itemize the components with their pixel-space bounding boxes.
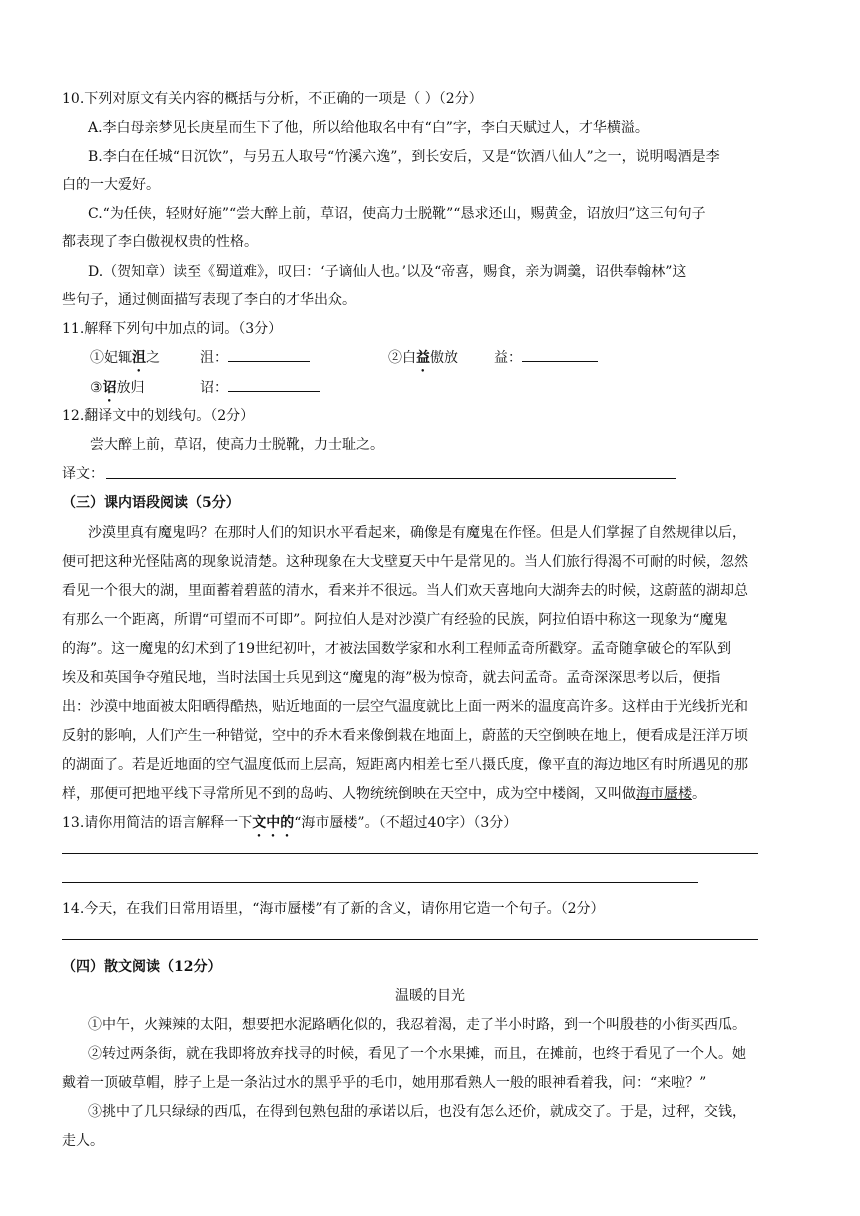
q10-option-c-line1: C.“为任侠，轻财好施”“尝大醉上前，草诏，使高力士脱靴”“恳求还山，赐黄金，诏放归”这三句句子	[88, 206, 706, 222]
q13-dotted-words: 文中的	[252, 815, 295, 831]
essay-para3-line1: ③挑中了几只绿绿的西瓜，在得到包熟包甜的承诺以后，也没有怎么还价，就成交了。于是，过秤，交钱，	[88, 1104, 746, 1120]
section3-underlined-term: 海市蜃楼	[636, 786, 692, 802]
q10-option-c-line2: 都表现了李白傲视权贵的性格。	[62, 234, 258, 250]
q10-option-b-line1: B.李白在任城“日沉饮”，与另五人取号“竹溪六逸”，到长安后，又是“饮酒八仙人”之一，说明喝酒是李	[88, 149, 720, 165]
section3-para-line6: 埃及和英国争夺殖民地，当时法国士兵见到这“魔鬼的海”极为惊奇，就去问孟奇。孟奇深深思考以后，便指	[62, 670, 721, 686]
q11-item2-blank[interactable]	[522, 347, 598, 362]
q12-stem: 12.翻译文中的划线句。（2分）	[62, 408, 255, 424]
q11-item3-post: 放归	[116, 380, 145, 396]
essay-para2-line1: ②转过两条街，就在我即将放弃找寻的时候，看见了一个水果摊，而且，在摊前，也终于看见了一个人。她	[88, 1046, 746, 1062]
section3-para-line10	[62, 783, 706, 803]
section3-heading: （三）课内语段阅读（5分）	[62, 495, 240, 511]
q11-item2	[388, 347, 458, 375]
section3-para-line8: 反射的影响，人们产生一种错觉，空中的乔木看来像倒栽在地面上，蔚蓝的天空倒映在地上，便看成是汪洋万顷	[62, 728, 748, 744]
q13-stem	[62, 812, 517, 840]
q11-item1-dotted-word: 沮	[132, 350, 146, 366]
section3-para-line5: 的海”。这一魔鬼的幻术到了19世纪初叶，才被法国数学家和水利工程师孟奇所戳穿。孟奇随拿破仑的军队到	[62, 641, 731, 657]
q11-item3-answer	[200, 377, 320, 397]
section3-para-line10-pre: 样，那便可把地平线下寻常所见不到的岛屿、人物统统倒映在天空中，成为空中楼阁，又叫做	[62, 786, 636, 802]
q11-item3-dotted-word: 诏	[102, 380, 117, 396]
q11-item2-label: 益：	[494, 350, 522, 366]
q10-option-a: A.李白母亲梦见长庚星而生下了他，所以给他取名中有“白”字，李白天赋过人，才华横溢。	[88, 120, 649, 136]
q11-item1-label: 沮：	[200, 350, 228, 366]
q13-stem-post: “海市蜃楼”。（不超过40字）（3分）	[294, 815, 518, 831]
q10-option-d-line1: D.（贺知章）读至《蜀道难》，叹曰：‘子谪仙人也。’以及“帝喜，赐食，亲为调羹，诏供奉翰林”这	[88, 264, 687, 280]
q11-item3-label: 诏：	[200, 380, 228, 396]
q13-stem-pre: 13.请你用简洁的语言解释一下	[62, 815, 253, 831]
q12-answer-line[interactable]	[106, 478, 676, 479]
section3-para-line9: 的湖面了。若是近地面的空气温度低而上层高，短距离内相差七至八摄氏度，像平直的海边地区有时所遇见的那	[62, 757, 748, 773]
q10-option-d-line2: 些句子，通过侧面描写表现了李白的才华出众。	[62, 292, 356, 308]
q10-option-b-line2: 白的一大爱好。	[62, 177, 160, 193]
q10-stem: 10.下列对原文有关内容的概括与分析，不正确的一项是（ ）（2分）	[62, 91, 483, 107]
q14-stem: 14.今天，在我们日常用语里，“海市蜃楼”有了新的含义，请你用它造一个句子。（2分）	[62, 901, 605, 917]
q11-item1-answer	[200, 347, 310, 367]
q11-item1-blank[interactable]	[228, 347, 310, 362]
q11-stem: 11.解释下列句中加点的词。（3分）	[62, 321, 283, 337]
section4-heading: （四）散文阅读（12分）	[62, 959, 222, 975]
q11-item3	[90, 377, 145, 405]
q14-answer-line[interactable]	[62, 939, 758, 940]
q11-item2-post: 傲放	[430, 350, 458, 366]
q11-item2-pre: ②白	[388, 350, 416, 366]
section3-para-line7: 出：沙漠中地面被太阳晒得酷热，贴近地面的一层空气温度就比上面一两米的温度高许多。这样由于光线折光和	[62, 699, 748, 715]
q11-item1-pre: ①妃辄	[90, 350, 132, 366]
essay-title: 温暖的目光	[395, 988, 465, 1004]
q11-item1	[90, 347, 160, 375]
q13-answer-line2[interactable]	[62, 882, 698, 883]
q11-item3-pre: ③	[90, 380, 103, 396]
q12-sentence: 尝大醉上前，草诏，使高力士脱靴，力士耻之。	[90, 437, 384, 453]
q11-item2-dotted-word: 益	[416, 350, 430, 366]
section3-para-line3: 看见一个很大的湖，里面蓄着碧蓝的清水，看来并不很远。当人们欢天喜地向大湖奔去的时候，这蔚蓝的湖却总	[62, 583, 748, 599]
q13-answer-line1[interactable]	[62, 853, 758, 854]
essay-para1: ①中午，火辣辣的太阳，想要把水泥路晒化似的，我忍着渴，走了半小时路，到一个叫殷巷的小街买西瓜。	[88, 1017, 746, 1033]
q11-item1-post: 之	[146, 350, 160, 366]
section3-para-line2: 便可把这种光怪陆离的现象说清楚。这种现象在大戈壁夏天中午是常见的。当人们旅行得渴不可耐的时候，忽然	[62, 554, 748, 570]
essay-para3-line2: 走人。	[62, 1133, 104, 1149]
q11-item2-answer	[494, 347, 598, 367]
section3-para-line4: 有那么一个距离，所谓“可望而不可即”。阿拉伯人是对沙漠广有经验的民族，阿拉伯语中称这一现象为“魔鬼	[62, 612, 728, 628]
section3-para-line1: 沙漠里真有魔鬼吗？在那时人们的知识水平看起来，确像是有魔鬼在作怪。但是人们掌握了自然规律以后，	[88, 525, 746, 541]
essay-para2-line2: 戴着一顶破草帽，脖子上是一条沾过水的黑乎乎的毛巾，她用那看熟人一般的眼神看着我，问：“来啦？”	[62, 1075, 707, 1091]
section3-para-line10-post: 。	[692, 786, 706, 802]
q12-translation-label: 译文：	[62, 466, 104, 482]
q11-item3-blank[interactable]	[228, 377, 320, 392]
